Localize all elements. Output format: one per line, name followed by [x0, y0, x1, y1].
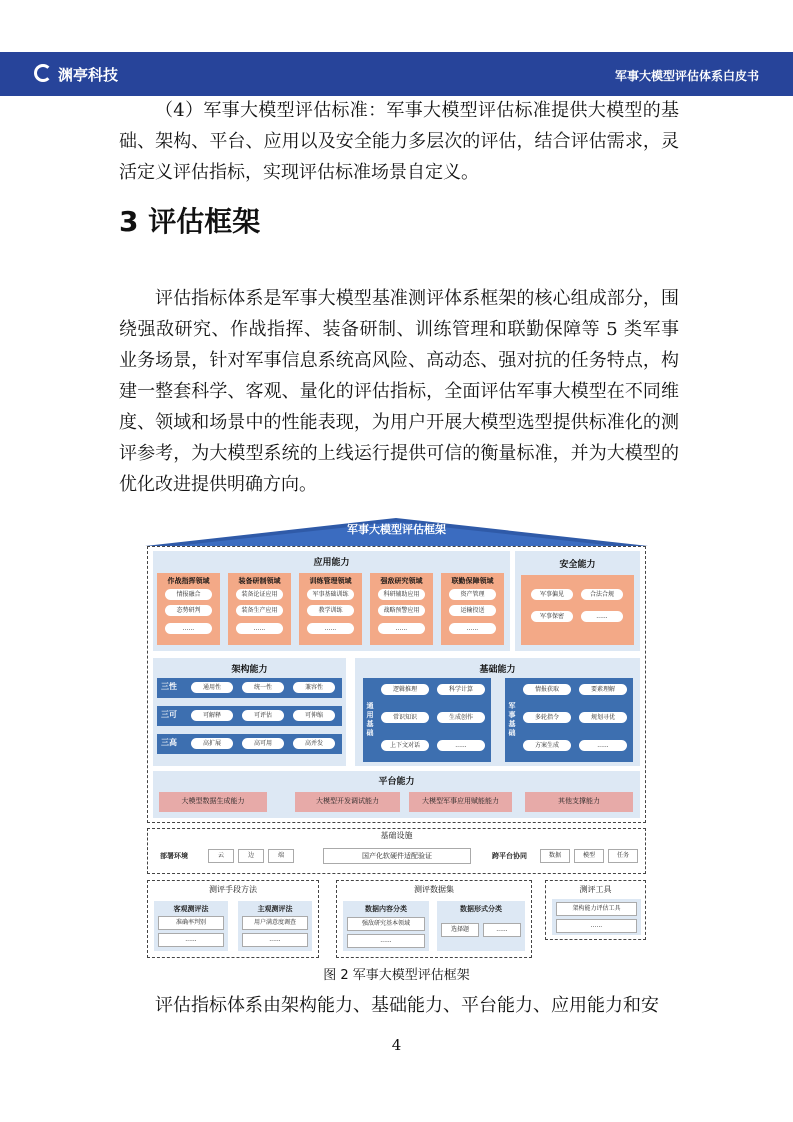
brand-name: 渊亭科技 — [58, 66, 119, 84]
platform-capability-panel — [153, 771, 640, 818]
cross-item: 数据 — [540, 849, 570, 863]
figure-caption: 图 2 军事大模型评估框架 — [323, 968, 470, 983]
paragraph-evaluation-standard: （4）军事大模型评估标准：军事大模型评估标准提供大模型的基础、架构、平台、应用以及安全能力多层次的评估，结合评估需求，灵活定义评估指标，实现评估标准场景自定义。 — [119, 100, 679, 183]
app-item: ...... — [236, 623, 283, 634]
arch-capability-title: 架构能力 — [231, 665, 268, 675]
platform-capability-title: 平台能力 — [378, 777, 415, 787]
deploy-item: 云 — [208, 849, 234, 863]
app-item: 运输投送 — [449, 605, 496, 616]
cross-platform: 跨平台协同 数据 模型 任务 — [488, 846, 643, 866]
arch-capability-panel — [153, 658, 346, 766]
app-card: 强敌研究领域 科研辅助应用 战略预警应用 ...... — [370, 573, 433, 645]
methods-title: 测评手段方法 — [209, 885, 257, 894]
deploy-item: 边 — [238, 849, 264, 863]
paragraph-index-system: 评估指标体系是军事大模型基准测评体系框架的核心组成部分，围绕强敌研究、作战指挥、装备研制、训练管理和联勤保障等 5 类军事业务场景，针对军事信息系统高风险、高动态、强对抗的任务特点，构建一整套科学、客观、量化的评估指标，全面评估军事大模型在不同维度、领域和场景中的性能表现，为用户开展大模型选型提供标准化的测评参考，为大模型系统的上线运行提供可信的衡量标准，并为大模型的优化改进提供明确方向。 — [119, 288, 679, 495]
basic-capability-title: 基础能力 — [479, 665, 516, 675]
app-card: 作战指挥领域 情报融合 态势研判 ...... — [157, 573, 220, 645]
dataset-group: 数据内容分类 强敌研究基本领域 ...... — [343, 901, 429, 951]
app-item: 装备论证应用 — [236, 589, 283, 600]
general-basic-block: 通用基础 逻辑推理 科学计算 常识知识 生成创作 上下文对话 ...... — [363, 678, 491, 762]
deploy-env: 部署环境 云 边 端 — [156, 846, 306, 866]
app-item: 军事基础训练 — [307, 589, 354, 600]
tools-group: 架构能力评估工具 ...... — [552, 899, 641, 935]
logo-icon — [34, 64, 52, 82]
app-item: 情报融合 — [165, 589, 212, 600]
app-item: 资产管理 — [449, 589, 496, 600]
framework-figure — [145, 518, 648, 960]
page-header — [0, 52, 793, 96]
cross-item: 模型 — [574, 849, 604, 863]
tools-title: 测评工具 — [579, 885, 612, 894]
infra-title: 基础设施 — [380, 831, 413, 840]
app-capability-title: 应用能力 — [313, 558, 350, 568]
app-card: 装备研制领域 装备论证应用 装备生产应用 ...... — [228, 573, 291, 645]
app-item: ...... — [307, 623, 354, 634]
app-item: 态势研判 — [165, 605, 212, 616]
security-item: 合法合规 — [581, 589, 623, 600]
method-group: 主观测评法 用户满意度调查 ...... — [238, 901, 312, 951]
datasets-title: 测评数据集 — [414, 885, 454, 894]
platform-item: 大模型数据生成能力 — [159, 792, 267, 812]
app-item: ...... — [165, 623, 212, 634]
platform-item: 其他支撑能力 — [525, 792, 633, 812]
datasets-region — [336, 880, 532, 958]
app-card: 联勤保障领域 资产管理 运输投送 ...... — [441, 573, 504, 645]
security-item: 军事偏见 — [531, 589, 573, 600]
domestic-adaptation: 国产化软硬件适配验证 — [323, 848, 471, 864]
app-item: 战略预警应用 — [378, 605, 425, 616]
infrastructure-region — [147, 828, 646, 874]
method-group: 客观测评法 准确率判别 ...... — [154, 901, 228, 951]
tools-region — [545, 880, 646, 940]
military-basic-block: 军事基础 情报获取 要素理解 多轮指令 规划寻优 方案生成 ...... — [505, 678, 633, 762]
security-capability-panel — [515, 551, 640, 651]
deploy-item: 端 — [268, 849, 294, 863]
platform-item: 大模型开发调试能力 — [295, 792, 400, 812]
dataset-group: 数据形式分类 选择题 ...... — [437, 901, 525, 951]
app-capability-panel — [153, 551, 510, 651]
app-item: 教学训练 — [307, 605, 354, 616]
section-heading: 3 评估框架 — [119, 205, 261, 238]
arch-row: 三可 可解释 可评估 可伸缩 — [157, 706, 342, 726]
security-card — [521, 575, 634, 645]
methods-region — [147, 880, 319, 958]
basic-capability-panel — [355, 658, 640, 766]
arch-row: 三高 高扩展 高可用 高并发 — [157, 734, 342, 754]
app-item: ...... — [449, 623, 496, 634]
figure-title: 军事大模型评估框架 — [347, 523, 446, 536]
app-item: 装备生产应用 — [236, 605, 283, 616]
paragraph-composition: 评估指标体系由架构能力、基础能力、平台能力、应用能力和安 — [155, 995, 659, 1016]
page-number: 4 — [391, 1036, 402, 1054]
app-item: ...... — [378, 623, 425, 634]
app-item: 科研辅助应用 — [378, 589, 425, 600]
security-item: 军事保密 — [531, 611, 573, 622]
app-card: 训练管理领域 军事基础训练 教学训练 ...... — [299, 573, 362, 645]
arch-row: 三性 通用性 统一性 兼容性 — [157, 678, 342, 698]
security-item: ...... — [581, 611, 623, 622]
platform-item: 大模型军事应用赋能能力 — [409, 792, 512, 812]
security-capability-title: 安全能力 — [559, 560, 596, 570]
cross-item: 任务 — [608, 849, 638, 863]
document-title: 军事大模型评估体系白皮书 — [614, 69, 759, 83]
